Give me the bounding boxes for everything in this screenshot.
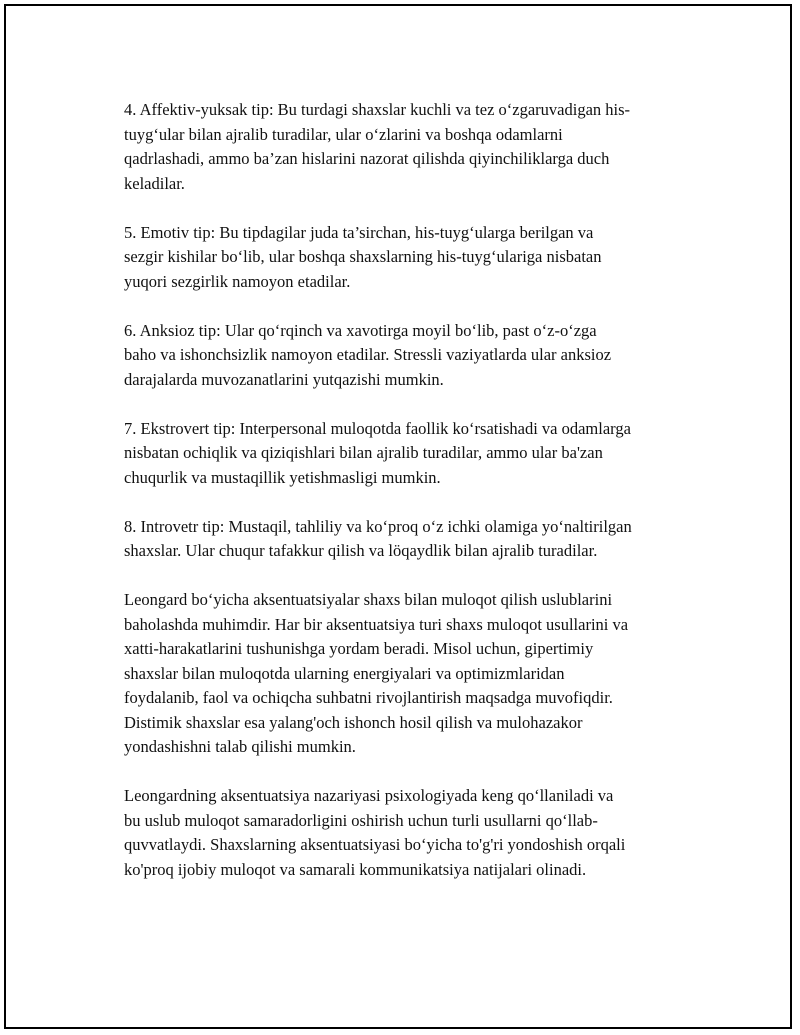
paragraph-ekstrovert-tip [124,417,699,491]
text-line: shaxslar. Ular chuqur tafakkur qilish va löqaydlik bilan ajralib turadilar. [124,541,598,560]
text-line: baho va ishonchsizlik namoyon etadilar. Stressli vaziyatlarda ular anksioz [124,345,612,364]
text-line: yondashishni talab qilishi mumkin. [124,737,356,756]
paragraph-anksioz-tip [124,319,699,393]
page-frame [4,4,792,1029]
text-line: sezgir kishilar bo‘lib, ular boshqa shaxslarning his-tuyg‘ulariga nisbatan [124,247,602,266]
text-line: quvvatlaydi. Shaxslarning aksentuatsiyasi bo‘yicha to'g'ri yondoshish orqali [124,835,626,854]
text-line: foydalanib, faol va ochiqcha suhbatni rivojlantirish maqsadga muvofiqdir. [124,688,613,707]
paragraph-emotiv-tip [124,221,699,295]
paragraph-introvetr-tip [124,515,699,564]
text-line: 8. Introvetr tip: Mustaqil, tahliliy va ko‘proq o‘z ichki olamiga yo‘naltirilgan [124,516,632,536]
text-line: 6. Anksioz tip: Ular qo‘rqinch va xavotirga moyil bo‘lib, past o‘z-o‘zga [124,320,597,340]
text-line: chuqurlik va mustaqillik yetishmasligi mumkin. [124,467,441,487]
text-line: Leongardning aksentuatsiya nazariyasi psixologiyada keng qo‘llaniladi va [124,786,614,805]
text-line: tuyg‘ular bilan ajralib turadilar, ular o‘zlarini va boshqa odamlarni [124,124,563,144]
paragraph-leongard-aksentuatsiyalar [124,588,699,760]
text-line: qadrlashadi, ammo ba’zan hislarini nazorat qilishda qiyinchiliklarga duch [124,149,610,168]
text-line: darajalarda muvozanatlarini yutqazishi mumkin. [124,369,444,389]
text-line: shaxslar bilan muloqotda ularning energiyalari va optimizmlaridan [124,663,565,683]
text-line: ko'proq ijobiy muloqot va samarali kommunikatsiya natijalari olinadi. [124,859,587,879]
text-line: Leongard bo‘yicha aksentuatsiyalar shaxs bilan muloqot qilish uslublarini [124,590,613,609]
text-line: nisbatan ochiqlik va qiziqishlari bilan ajralib turadilar, ammo ular ba'zan [124,443,603,462]
text-line: xatti-harakatlarini tushunishga yordam beradi. Misol uchun, gipertimiy [124,639,594,658]
document-body [124,98,699,907]
text-line: Distimik shaxslar esa yalang'och ishonch hosil qilish va mulohazakor [124,712,583,732]
paragraph-leongard-nazariyasi [124,784,699,882]
text-line: yuqori sezgirlik namoyon etadilar. [124,271,351,291]
text-line: 5. Emotiv tip: Bu tipdagilar juda ta’sirchan, his-tuyg‘ularga berilgan va [124,222,594,242]
text-line: 4. Affektiv-yuksak tip: Bu turdagi shaxslar kuchli va tez o‘zgaruvadigan his- [124,100,631,119]
text-line: baholashda muhimdir. Har bir aksentuatsiya turi shaxs muloqot usullarini va [124,614,629,634]
text-line: keladilar. [124,173,185,193]
text-line: bu uslub muloqot samaradorligini oshirish uchun turli usullarni qo‘llab- [124,810,598,830]
paragraph-affektiv-yuksak-tip [124,98,699,196]
text-line: 7. Ekstrovert tip: Interpersonal muloqotda faollik ko‘rsatishadi va odamlarga [124,418,631,438]
